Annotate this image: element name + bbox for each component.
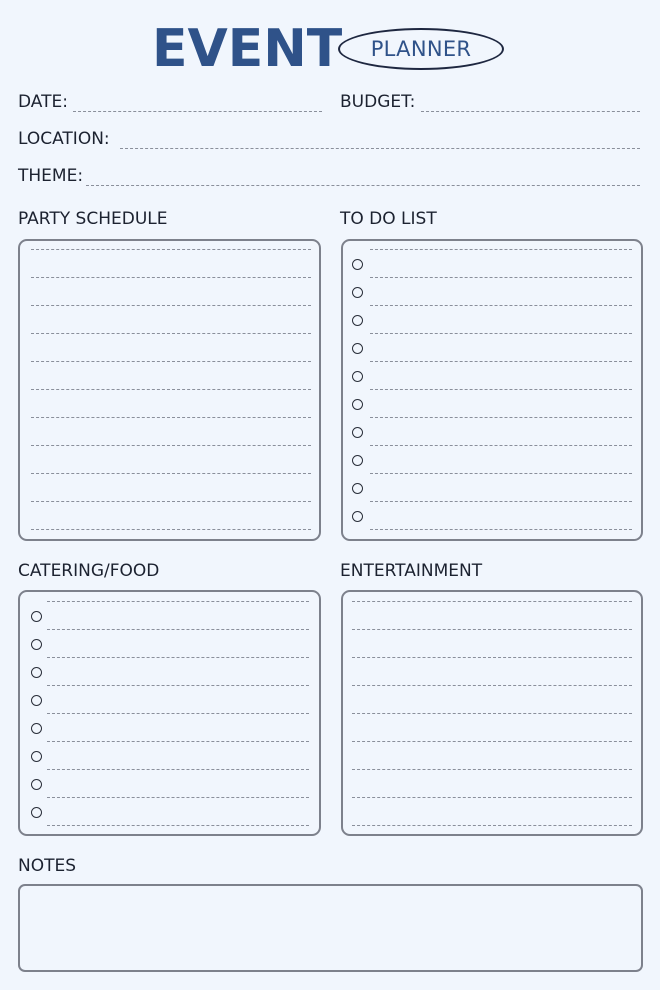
catering-line	[47, 825, 309, 826]
page-title: EVENT	[152, 19, 343, 79]
todo-checkbox-icon[interactable]	[352, 315, 363, 326]
catering-line	[47, 741, 309, 742]
todo-checkbox-icon[interactable]	[352, 399, 363, 410]
todo-checkbox-icon[interactable]	[352, 343, 363, 354]
entertainment-line	[352, 685, 632, 686]
catering-line	[47, 601, 309, 602]
catering-line	[47, 685, 309, 686]
todo-line	[370, 333, 632, 334]
todo-line	[370, 445, 632, 446]
catering-checkbox-icon[interactable]	[31, 611, 42, 622]
theme-label: THEME:	[18, 166, 84, 186]
catering-line	[47, 657, 309, 658]
catering-checkbox-icon[interactable]	[31, 639, 42, 650]
party-schedule-box[interactable]	[18, 239, 321, 541]
todo-line	[370, 389, 632, 390]
schedule-line	[31, 249, 311, 250]
todo-checkbox-icon[interactable]	[352, 455, 363, 466]
entertainment-line	[352, 769, 632, 770]
catering-line	[47, 769, 309, 770]
schedule-line	[31, 445, 311, 446]
catering-checkbox-icon[interactable]	[31, 695, 42, 706]
schedule-line	[31, 389, 311, 390]
entertainment-title: ENTERTAINMENT	[340, 561, 483, 581]
schedule-line	[31, 361, 311, 362]
schedule-line	[31, 473, 311, 474]
todo-line	[370, 529, 632, 530]
todo-checkbox-icon[interactable]	[352, 427, 363, 438]
entertainment-line	[352, 797, 632, 798]
planner-badge	[338, 28, 504, 70]
schedule-line	[31, 529, 311, 530]
location-label: LOCATION:	[18, 129, 110, 149]
schedule-line	[31, 417, 311, 418]
todo-checkbox-icon[interactable]	[352, 483, 363, 494]
todo-checkbox-icon[interactable]	[352, 287, 363, 298]
todo-line	[370, 417, 632, 418]
budget-label: BUDGET:	[340, 92, 416, 112]
notes-title: NOTES	[18, 856, 77, 876]
entertainment-line	[352, 825, 632, 826]
planner-subtitle: PLANNER	[370, 37, 472, 61]
entertainment-line	[352, 713, 632, 714]
schedule-line	[31, 501, 311, 502]
theme-field[interactable]	[86, 185, 640, 186]
catering-food-box	[18, 590, 321, 836]
catering-checkbox-icon[interactable]	[31, 667, 42, 678]
location-field[interactable]	[120, 148, 640, 149]
catering-checkbox-icon[interactable]	[31, 751, 42, 762]
schedule-line	[31, 277, 311, 278]
catering-line	[47, 797, 309, 798]
todo-checkbox-icon[interactable]	[352, 371, 363, 382]
entertainment-line	[352, 741, 632, 742]
catering-checkbox-icon[interactable]	[31, 807, 42, 818]
catering-food-title: CATERING/FOOD	[18, 561, 160, 581]
todo-list-box	[341, 239, 643, 541]
entertainment-line	[352, 629, 632, 630]
notes-box[interactable]	[18, 884, 643, 972]
todo-checkbox-icon[interactable]	[352, 259, 363, 270]
todo-line	[370, 277, 632, 278]
schedule-line	[31, 305, 311, 306]
todo-list-title: TO DO LIST	[340, 209, 437, 229]
todo-line	[370, 501, 632, 502]
entertainment-line	[352, 657, 632, 658]
entertainment-box[interactable]	[341, 590, 643, 836]
budget-field[interactable]	[421, 111, 640, 112]
todo-line	[370, 473, 632, 474]
todo-checkbox-icon[interactable]	[352, 511, 363, 522]
todo-line	[370, 249, 632, 250]
catering-checkbox-icon[interactable]	[31, 779, 42, 790]
party-schedule-title: PARTY SCHEDULE	[18, 209, 168, 229]
entertainment-line	[352, 601, 632, 602]
schedule-line	[31, 333, 311, 334]
todo-line	[370, 305, 632, 306]
catering-line	[47, 629, 309, 630]
date-label: DATE:	[18, 92, 68, 112]
date-field[interactable]	[73, 111, 322, 112]
catering-line	[47, 713, 309, 714]
todo-line	[370, 361, 632, 362]
catering-checkbox-icon[interactable]	[31, 723, 42, 734]
